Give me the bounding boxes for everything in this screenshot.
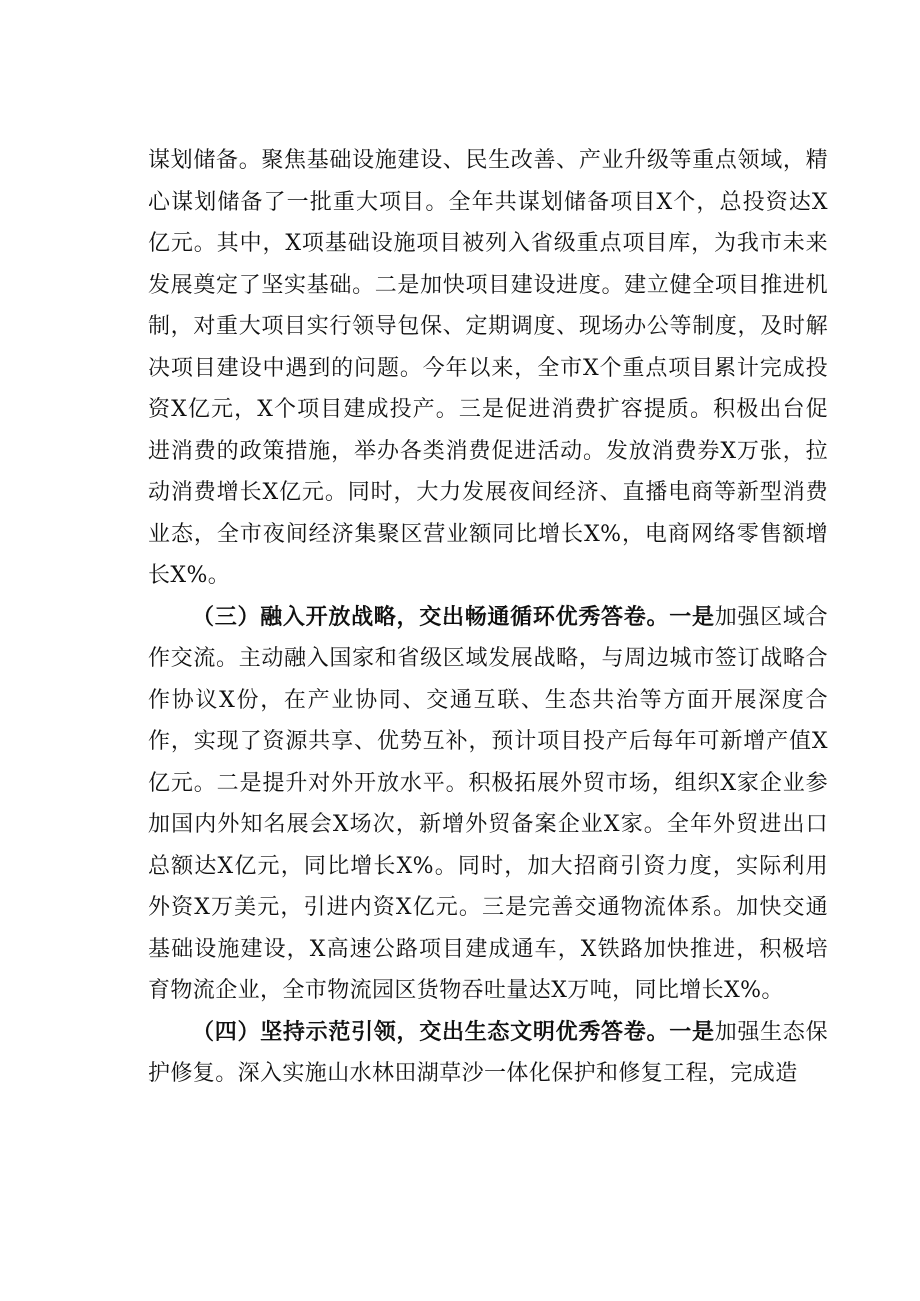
section-4-heading: （四）坚持示范引领，交出生态文明优秀答卷。 [192,1018,670,1045]
paragraph-1-text: 谋划储备。聚焦基础设施建设、民生改善、产业升级等重点领域，精心谋划储备了一批重大项目。全年共谋划储备项目X个，总投资达X亿元。其中，X项基础设施项目被列入省级重点项目库，为我市未来发展奠定了坚实基础。二是加快项目建设进度。建立健全项目推进机制，对重大项目实行领导包保、定期调度、现场办公等制度，及时解决项目建设中遇到的问题。今年以来，全市X个重点项目累计完成投资X亿元，X个项目建成投产。三是促进消费扩容提质。积极出台促进消费的政策措施，举办各类消费促进活动。发放消费券X万张，拉动消费增长X亿元。同时，大力发展夜间经济、直播电商等新型消费业态，全市夜间经济集聚区营业额同比增长X%，电商网络零售额增长X%。 [148,148,828,588]
paragraph-section-4 [148,1012,828,1095]
section-3-text: 加强区域合作交流。主动融入国家和省级区域发展战略，与周边城市签订战略合作协议X份，在产业协同、交通互联、生态共治等方面开展深度合作，实现了资源共享、优势互补，预计项目投产后每年可新增产值X亿元。二是提升对外开放水平。积极拓展外贸市场，组织X家企业参加国内外知名展会X场次，新增外贸备案企业X家。全年外贸进出口总额达X亿元，同比增长X%。同时，加大招商引资力度，实际利用外资X万美元，引进内资X亿元。三是完善交通物流体系。加快交通基础设施建设，X高速公路项目建成通车，X铁路加快推进，积极培育物流企业，全市物流园区货物吞吐量达X万吨，同比增长X%。 [148,604,828,1003]
section-4-lead: 一是 [669,1018,715,1045]
paragraph-continuation [148,140,828,597]
section-4-text: 加强生态保护修复。深入实施山水林田湖草沙一体化保护和修复工程，完成造 [148,1019,828,1086]
section-3-lead: 一是 [669,603,715,630]
document-body [148,140,828,1095]
section-3-heading: （三）融入开放战略，交出畅通循环优秀答卷。 [192,603,670,630]
paragraph-section-3 [148,597,828,1012]
